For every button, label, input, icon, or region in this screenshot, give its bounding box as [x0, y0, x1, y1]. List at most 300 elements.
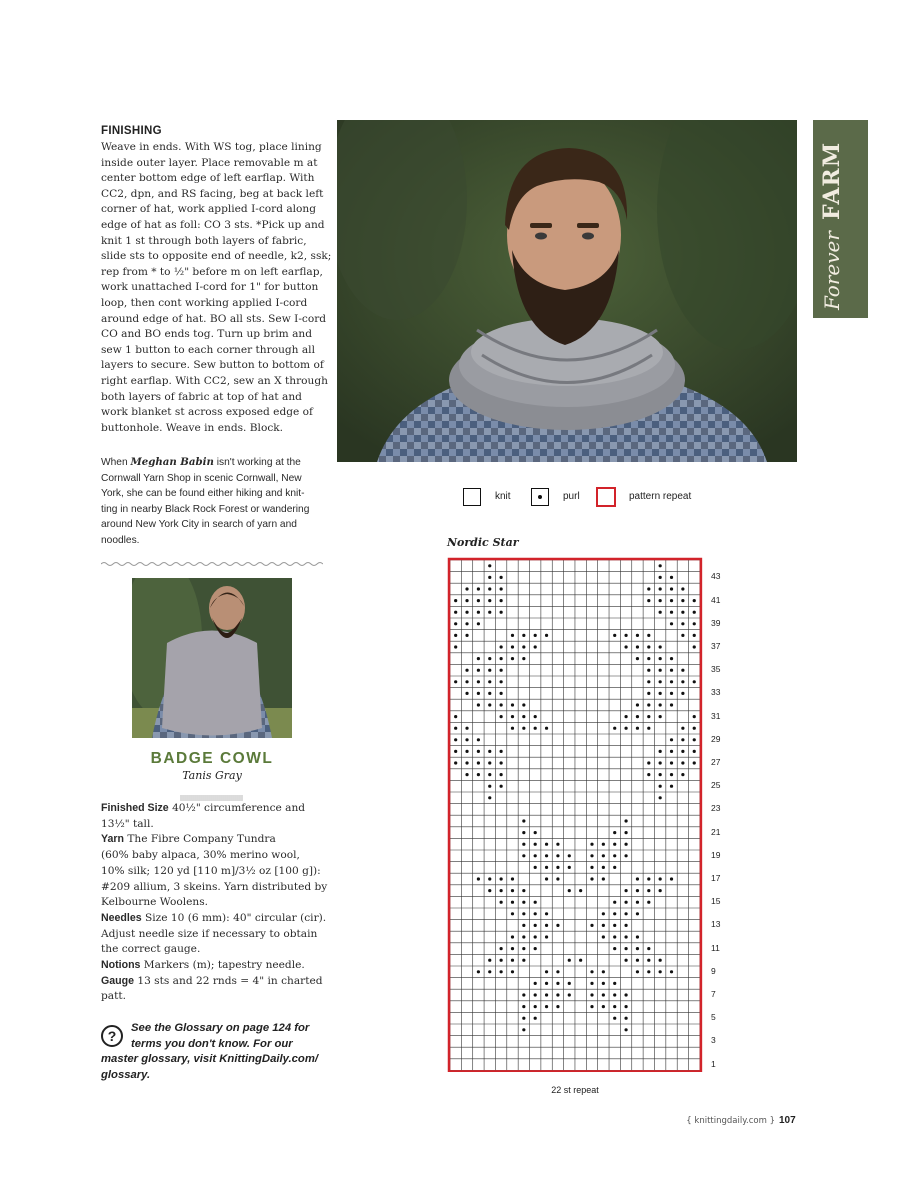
- purl-dot: [534, 854, 537, 857]
- finishing-line: sew 1 button to each corner through all: [101, 343, 315, 356]
- purl-dot: [522, 901, 525, 904]
- purl-dot: [647, 970, 650, 973]
- purl-dot: [681, 750, 684, 753]
- purl-dot: [636, 657, 639, 660]
- purl-dot: [681, 692, 684, 695]
- finishing-line: right earflap. With CC2, sew an X through: [101, 374, 328, 387]
- thumbnail-photo: [132, 578, 292, 738]
- purl-dot: [488, 576, 491, 579]
- purl-dot: [522, 634, 525, 637]
- purl-dot: [556, 854, 559, 857]
- spec-label: Needles: [101, 911, 142, 924]
- purl-dot: [500, 680, 503, 683]
- row-number: 23: [711, 803, 721, 814]
- purl-dot: [590, 843, 593, 846]
- purl-dot: [659, 645, 662, 648]
- purl-dot: [522, 854, 525, 857]
- purl-dot: [590, 924, 593, 927]
- spec-text: Markers (m); tapestry needle.: [140, 959, 305, 972]
- spec-text: #209 allium, 3 skeins. Yarn distributed by: [101, 880, 328, 893]
- purl-dot: [477, 680, 480, 683]
- finishing-line: knit 1 st through both layers of fabric,: [101, 234, 307, 247]
- purl-dot: [488, 692, 491, 695]
- barcode-decoration: [180, 786, 244, 792]
- purl-dot: [636, 715, 639, 718]
- purl-dot: [624, 901, 627, 904]
- purl-dot: [647, 947, 650, 950]
- glossary-line: See the Glossary on page 124 for: [131, 1022, 310, 1034]
- purl-dot: [454, 750, 457, 753]
- pattern-title: BADGE COWL: [150, 750, 274, 767]
- purl-dot: [624, 715, 627, 718]
- purl-dot: [534, 645, 537, 648]
- spec-line: [101, 989, 333, 1005]
- purl-dot: [545, 924, 548, 927]
- purl-dot: [534, 901, 537, 904]
- purl-dot: [624, 819, 627, 822]
- purl-dot: [624, 1028, 627, 1031]
- purl-dot: [681, 738, 684, 741]
- spec-text: 13½" tall.: [101, 817, 154, 830]
- purl-dot: [624, 924, 627, 927]
- purl-dot: [545, 912, 548, 915]
- row-number: 43: [711, 571, 721, 582]
- row-number: 31: [711, 710, 721, 721]
- spec-text: 13 sts and 22 rnds = 4" in charted: [133, 974, 323, 987]
- purl-dot: [670, 761, 673, 764]
- row-number: 7: [711, 989, 716, 999]
- purl-dot: [500, 645, 503, 648]
- purl-dot: [488, 680, 491, 683]
- purl-dot: [670, 680, 673, 683]
- purl-dot: [522, 935, 525, 938]
- purl-dot: [511, 715, 514, 718]
- purl-dot: [488, 773, 491, 776]
- purl-dot: [534, 993, 537, 996]
- row-number: 15: [711, 896, 721, 907]
- purl-dot: [488, 796, 491, 799]
- repeat-legend-label: pattern repeat: [629, 491, 692, 502]
- row-number: 17: [711, 873, 721, 883]
- purl-dot: [465, 761, 468, 764]
- finishing-line: loop, then cont working applied I-cord: [101, 296, 308, 309]
- purl-dot: [522, 947, 525, 950]
- row-labels: [711, 557, 735, 1072]
- purl-dot: [693, 750, 696, 753]
- purl-dot: [613, 1005, 616, 1008]
- purl-dot: [624, 634, 627, 637]
- purl-dot: [500, 599, 503, 602]
- finishing-heading: FINISHING: [101, 125, 162, 137]
- man-in-cowl-image: [337, 120, 797, 462]
- purl-dot: [488, 669, 491, 672]
- purl-dot: [511, 727, 514, 730]
- purl-dot: [465, 611, 468, 614]
- purl-dot: [488, 599, 491, 602]
- purl-dot: [659, 785, 662, 788]
- author-bio: [101, 455, 333, 548]
- purl-dot: [590, 866, 593, 869]
- purl-dot: [670, 877, 673, 880]
- purl-dot: [465, 750, 468, 753]
- purl-dot: [477, 750, 480, 753]
- purl-dot: [477, 599, 480, 602]
- purl-dot: [454, 611, 457, 614]
- pattern-specs: [101, 801, 333, 1005]
- purl-dot: [590, 982, 593, 985]
- spec-line: [101, 848, 333, 864]
- finishing-line: Weave in ends. With WS tog, place lining: [101, 141, 322, 153]
- knit-legend-label: knit: [495, 491, 511, 502]
- spec-line: [101, 911, 333, 927]
- purl-dot: [613, 912, 616, 915]
- purl-dot: [522, 657, 525, 660]
- purl-dot: [670, 657, 673, 660]
- purl-dot: [681, 634, 684, 637]
- purl-dot: [659, 587, 662, 590]
- spec-text: 10% silk; 120 yd [110 m]/3½ oz [100 g]):: [101, 864, 321, 877]
- purl-dot: [545, 877, 548, 880]
- row-number: 33: [711, 687, 721, 698]
- purl-dot: [659, 692, 662, 695]
- purl-dot: [477, 657, 480, 660]
- spec-line: [101, 832, 333, 848]
- purl-dot: [522, 727, 525, 730]
- purl-dot: [500, 692, 503, 695]
- purl-dot: [500, 901, 503, 904]
- purl-dot: [624, 843, 627, 846]
- purl-dot: [670, 611, 673, 614]
- purl-dot: [681, 599, 684, 602]
- purl-dot: [659, 703, 662, 706]
- spec-text: 40½" circumference and: [168, 802, 306, 814]
- purl-dot: [488, 611, 491, 614]
- purl-dot: [534, 1005, 537, 1008]
- purl-dot: [613, 993, 616, 996]
- purl-dot: [624, 993, 627, 996]
- purl-dot: [488, 785, 491, 788]
- finishing-line: work blanket st across exposed edge of: [101, 406, 313, 419]
- purl-dot: [647, 889, 650, 892]
- purl-dot: [647, 761, 650, 764]
- purl-dot: [681, 622, 684, 625]
- purl-dot: [693, 738, 696, 741]
- spec-line: [101, 958, 333, 974]
- purl-dot: [534, 866, 537, 869]
- purl-dot: [477, 622, 480, 625]
- purl-dot: [500, 669, 503, 672]
- spec-text: The Fibre Company Tundra: [123, 833, 276, 846]
- purl-dot: [602, 866, 605, 869]
- purl-dot: [659, 715, 662, 718]
- purl-dot: [659, 773, 662, 776]
- purl-dot: [500, 761, 503, 764]
- purl-dot: [624, 1017, 627, 1020]
- purl-dot: [659, 796, 662, 799]
- purl-dot: [681, 669, 684, 672]
- purl-dot: [647, 715, 650, 718]
- purl-dot: [488, 564, 491, 567]
- purl-dot: [500, 785, 503, 788]
- purl-dot: [522, 831, 525, 834]
- spec-text: Size 10 (6 mm): 40" circular (cir).: [141, 911, 327, 924]
- purl-dot: [636, 877, 639, 880]
- purl-dot: [670, 773, 673, 776]
- finishing-line: both layers of fabric at top of hat and: [101, 390, 302, 403]
- purl-dot: [511, 703, 514, 706]
- tab-script: Forever: [820, 231, 844, 310]
- purl-dot: [500, 970, 503, 973]
- row-number: 5: [711, 1012, 716, 1023]
- purl-dot: [556, 1005, 559, 1008]
- purl-dot: [477, 692, 480, 695]
- glossary-note: [101, 1021, 333, 1083]
- spec-label: Yarn: [101, 833, 124, 846]
- purl-dot: [670, 970, 673, 973]
- purl-dot: [465, 587, 468, 590]
- purl-dot: [488, 587, 491, 590]
- purl-dot: [624, 935, 627, 938]
- purl-dot: [545, 993, 548, 996]
- purl-dot: [500, 657, 503, 660]
- purl-dot: [670, 587, 673, 590]
- purl-dot: [624, 727, 627, 730]
- finishing-line: around edge of hat. BO all sts. Sew I-cord: [101, 312, 327, 325]
- row-number: 35: [711, 664, 721, 675]
- purl-dot: [545, 970, 548, 973]
- purl-dot: [681, 773, 684, 776]
- purl-dot: [568, 889, 571, 892]
- purl-dot: [647, 773, 650, 776]
- purl-dot: [693, 645, 696, 648]
- row-number: 1: [711, 1058, 716, 1069]
- spec-line: [101, 880, 333, 896]
- purl-dot: [647, 692, 650, 695]
- purl-dot: [500, 750, 503, 753]
- purl-dot: [477, 738, 480, 741]
- purl-dot: [522, 924, 525, 927]
- purl-dot: [511, 947, 514, 950]
- purl-dot: [636, 634, 639, 637]
- finishing-line: edge of hat as foll: CO 3 sts. *Pick up and: [101, 218, 325, 231]
- purl-dot: [693, 761, 696, 764]
- row-number: 29: [711, 733, 721, 744]
- bio-line: around New York City in search of yarn and: [101, 519, 297, 530]
- purl-dot: [534, 634, 537, 637]
- purl-dot: [670, 599, 673, 602]
- purl-dot: [488, 703, 491, 706]
- purl-dot: [647, 727, 650, 730]
- purl-dot: [522, 715, 525, 718]
- purl-dot: [500, 959, 503, 962]
- purl-dot: [659, 564, 662, 567]
- finishing-line: work unattached I-cord for 1" for button: [101, 281, 319, 294]
- purl-dot: [670, 750, 673, 753]
- purl-dot: [534, 912, 537, 915]
- purl-dot: [647, 669, 650, 672]
- purl-dot: [636, 959, 639, 962]
- purl-dot: [477, 669, 480, 672]
- purl-dot: [647, 645, 650, 648]
- purl-dot: [545, 843, 548, 846]
- bio-line: Cornwall Yarn Shop in scenic Cornwall, New: [101, 472, 302, 484]
- purl-dot: [659, 970, 662, 973]
- purl-dot: [522, 819, 525, 822]
- purl-dot: [465, 773, 468, 776]
- purl-dot: [659, 657, 662, 660]
- finishing-line: slide sts to opposite end of needle, k2, ssk;: [101, 250, 332, 263]
- section-tab-label: [819, 120, 845, 310]
- purl-dot: [545, 634, 548, 637]
- purl-dot: [477, 877, 480, 880]
- purl-dot: [465, 680, 468, 683]
- purl-dot: [647, 703, 650, 706]
- purl-dot: [545, 982, 548, 985]
- purl-dot: [590, 993, 593, 996]
- purl-dot: [613, 634, 616, 637]
- spec-text: Kelbourne Woolens.: [101, 896, 209, 909]
- purl-dot: [613, 901, 616, 904]
- purl-dot: [454, 761, 457, 764]
- purl-dot: [670, 622, 673, 625]
- purl-dot: [545, 935, 548, 938]
- purl-dot: [568, 854, 571, 857]
- row-number: 21: [711, 826, 721, 837]
- purl-dot: [556, 877, 559, 880]
- purl-dot: [579, 889, 582, 892]
- purl-dot: [579, 959, 582, 962]
- finishing-line: center bottom edge of left earflap. With: [101, 172, 315, 185]
- purl-dot: [477, 611, 480, 614]
- purl-dot: [556, 843, 559, 846]
- purl-dot: [522, 993, 525, 996]
- purl-dot: [670, 669, 673, 672]
- purl-dot: [488, 877, 491, 880]
- purl-dot: [590, 877, 593, 880]
- purl-dot: [545, 854, 548, 857]
- purl-dot: [488, 970, 491, 973]
- purl-dot: [647, 634, 650, 637]
- finishing-body: [101, 140, 333, 436]
- nordic-star-chart: [447, 557, 707, 1072]
- purl-dot: [590, 854, 593, 857]
- purl-dot: [636, 935, 639, 938]
- purl-dot: [613, 843, 616, 846]
- row-number: 11: [711, 942, 720, 953]
- purl-dot: [556, 970, 559, 973]
- purl-dot: [624, 831, 627, 834]
- purl-dot: [602, 924, 605, 927]
- purl-dot: [659, 576, 662, 579]
- spec-line: [101, 817, 333, 833]
- purl-dot: [522, 889, 525, 892]
- purl-dot: [465, 599, 468, 602]
- spec-text: Adjust needle size if necessary to obtain: [101, 927, 318, 940]
- purl-dot: [590, 970, 593, 973]
- finishing-line: CC2, dpn, and RS facing, beg at back left: [101, 187, 324, 200]
- purl-dot: [693, 611, 696, 614]
- bio-lines: [101, 471, 333, 549]
- question-circle-icon: ?: [101, 1025, 123, 1047]
- spec-label: Notions: [101, 959, 141, 972]
- purl-dot: [568, 959, 571, 962]
- row-number: 39: [711, 617, 721, 628]
- purl-dot: [602, 854, 605, 857]
- row-number: 27: [711, 757, 721, 767]
- purl-dot: [500, 703, 503, 706]
- purl-dot: [454, 622, 457, 625]
- purl-dot: [556, 924, 559, 927]
- purl-dot: [693, 622, 696, 625]
- purl-dot: [454, 645, 457, 648]
- purl-dot: [659, 680, 662, 683]
- chart-footer: 22 st repeat: [551, 1085, 599, 1095]
- purl-dot: [602, 843, 605, 846]
- purl-dot: [659, 750, 662, 753]
- purl-dot: [522, 645, 525, 648]
- purl-dot: [534, 727, 537, 730]
- purl-dot: [636, 912, 639, 915]
- purl-dot: [488, 889, 491, 892]
- spec-line: [101, 974, 333, 990]
- purl-dot: [545, 727, 548, 730]
- purl-dot: [465, 692, 468, 695]
- purl-dot: [545, 866, 548, 869]
- knit-legend-box: [463, 488, 481, 506]
- spec-line: [101, 864, 333, 880]
- finishing-line: inside outer layer. Place removable m at: [101, 156, 318, 169]
- purl-dot: [602, 970, 605, 973]
- glossary-line: terms you don't know. For our: [131, 1037, 293, 1050]
- purl-dot: [624, 947, 627, 950]
- section-tab: [813, 120, 868, 318]
- spec-line: [101, 942, 333, 958]
- purl-dot: [670, 692, 673, 695]
- purl-dot: [500, 587, 503, 590]
- purl-dot: [613, 727, 616, 730]
- purl-dot: [613, 831, 616, 834]
- purl-dot: [602, 982, 605, 985]
- spec-label: Finished Size: [101, 802, 169, 814]
- purl-dot: [534, 843, 537, 846]
- purl-dot: [454, 738, 457, 741]
- purl-dot: [477, 773, 480, 776]
- purl-dot: [568, 982, 571, 985]
- purl-dot: [465, 622, 468, 625]
- purl-dot: [534, 715, 537, 718]
- purl-dot: [500, 889, 503, 892]
- finishing-line: layers to secure. Sew button to bottom of: [101, 359, 324, 372]
- purl-dot: [613, 1017, 616, 1020]
- purl-dot: [522, 1005, 525, 1008]
- purl-dot: [681, 680, 684, 683]
- purl-dot: [500, 773, 503, 776]
- spec-line: [101, 895, 333, 911]
- purl-dot: [511, 959, 514, 962]
- main-photo: [337, 120, 797, 462]
- bio-line: noodles.: [101, 534, 140, 546]
- purl-dot: [670, 703, 673, 706]
- purl-dot: [488, 657, 491, 660]
- purl-dot: [590, 1005, 593, 1008]
- glossary-line: glossary.: [101, 1068, 151, 1081]
- purl-dot: [477, 703, 480, 706]
- purl-dot: [477, 587, 480, 590]
- purl-dot: [670, 738, 673, 741]
- purl-dot: [511, 877, 514, 880]
- purl-dot: [465, 738, 468, 741]
- purl-dot: [568, 866, 571, 869]
